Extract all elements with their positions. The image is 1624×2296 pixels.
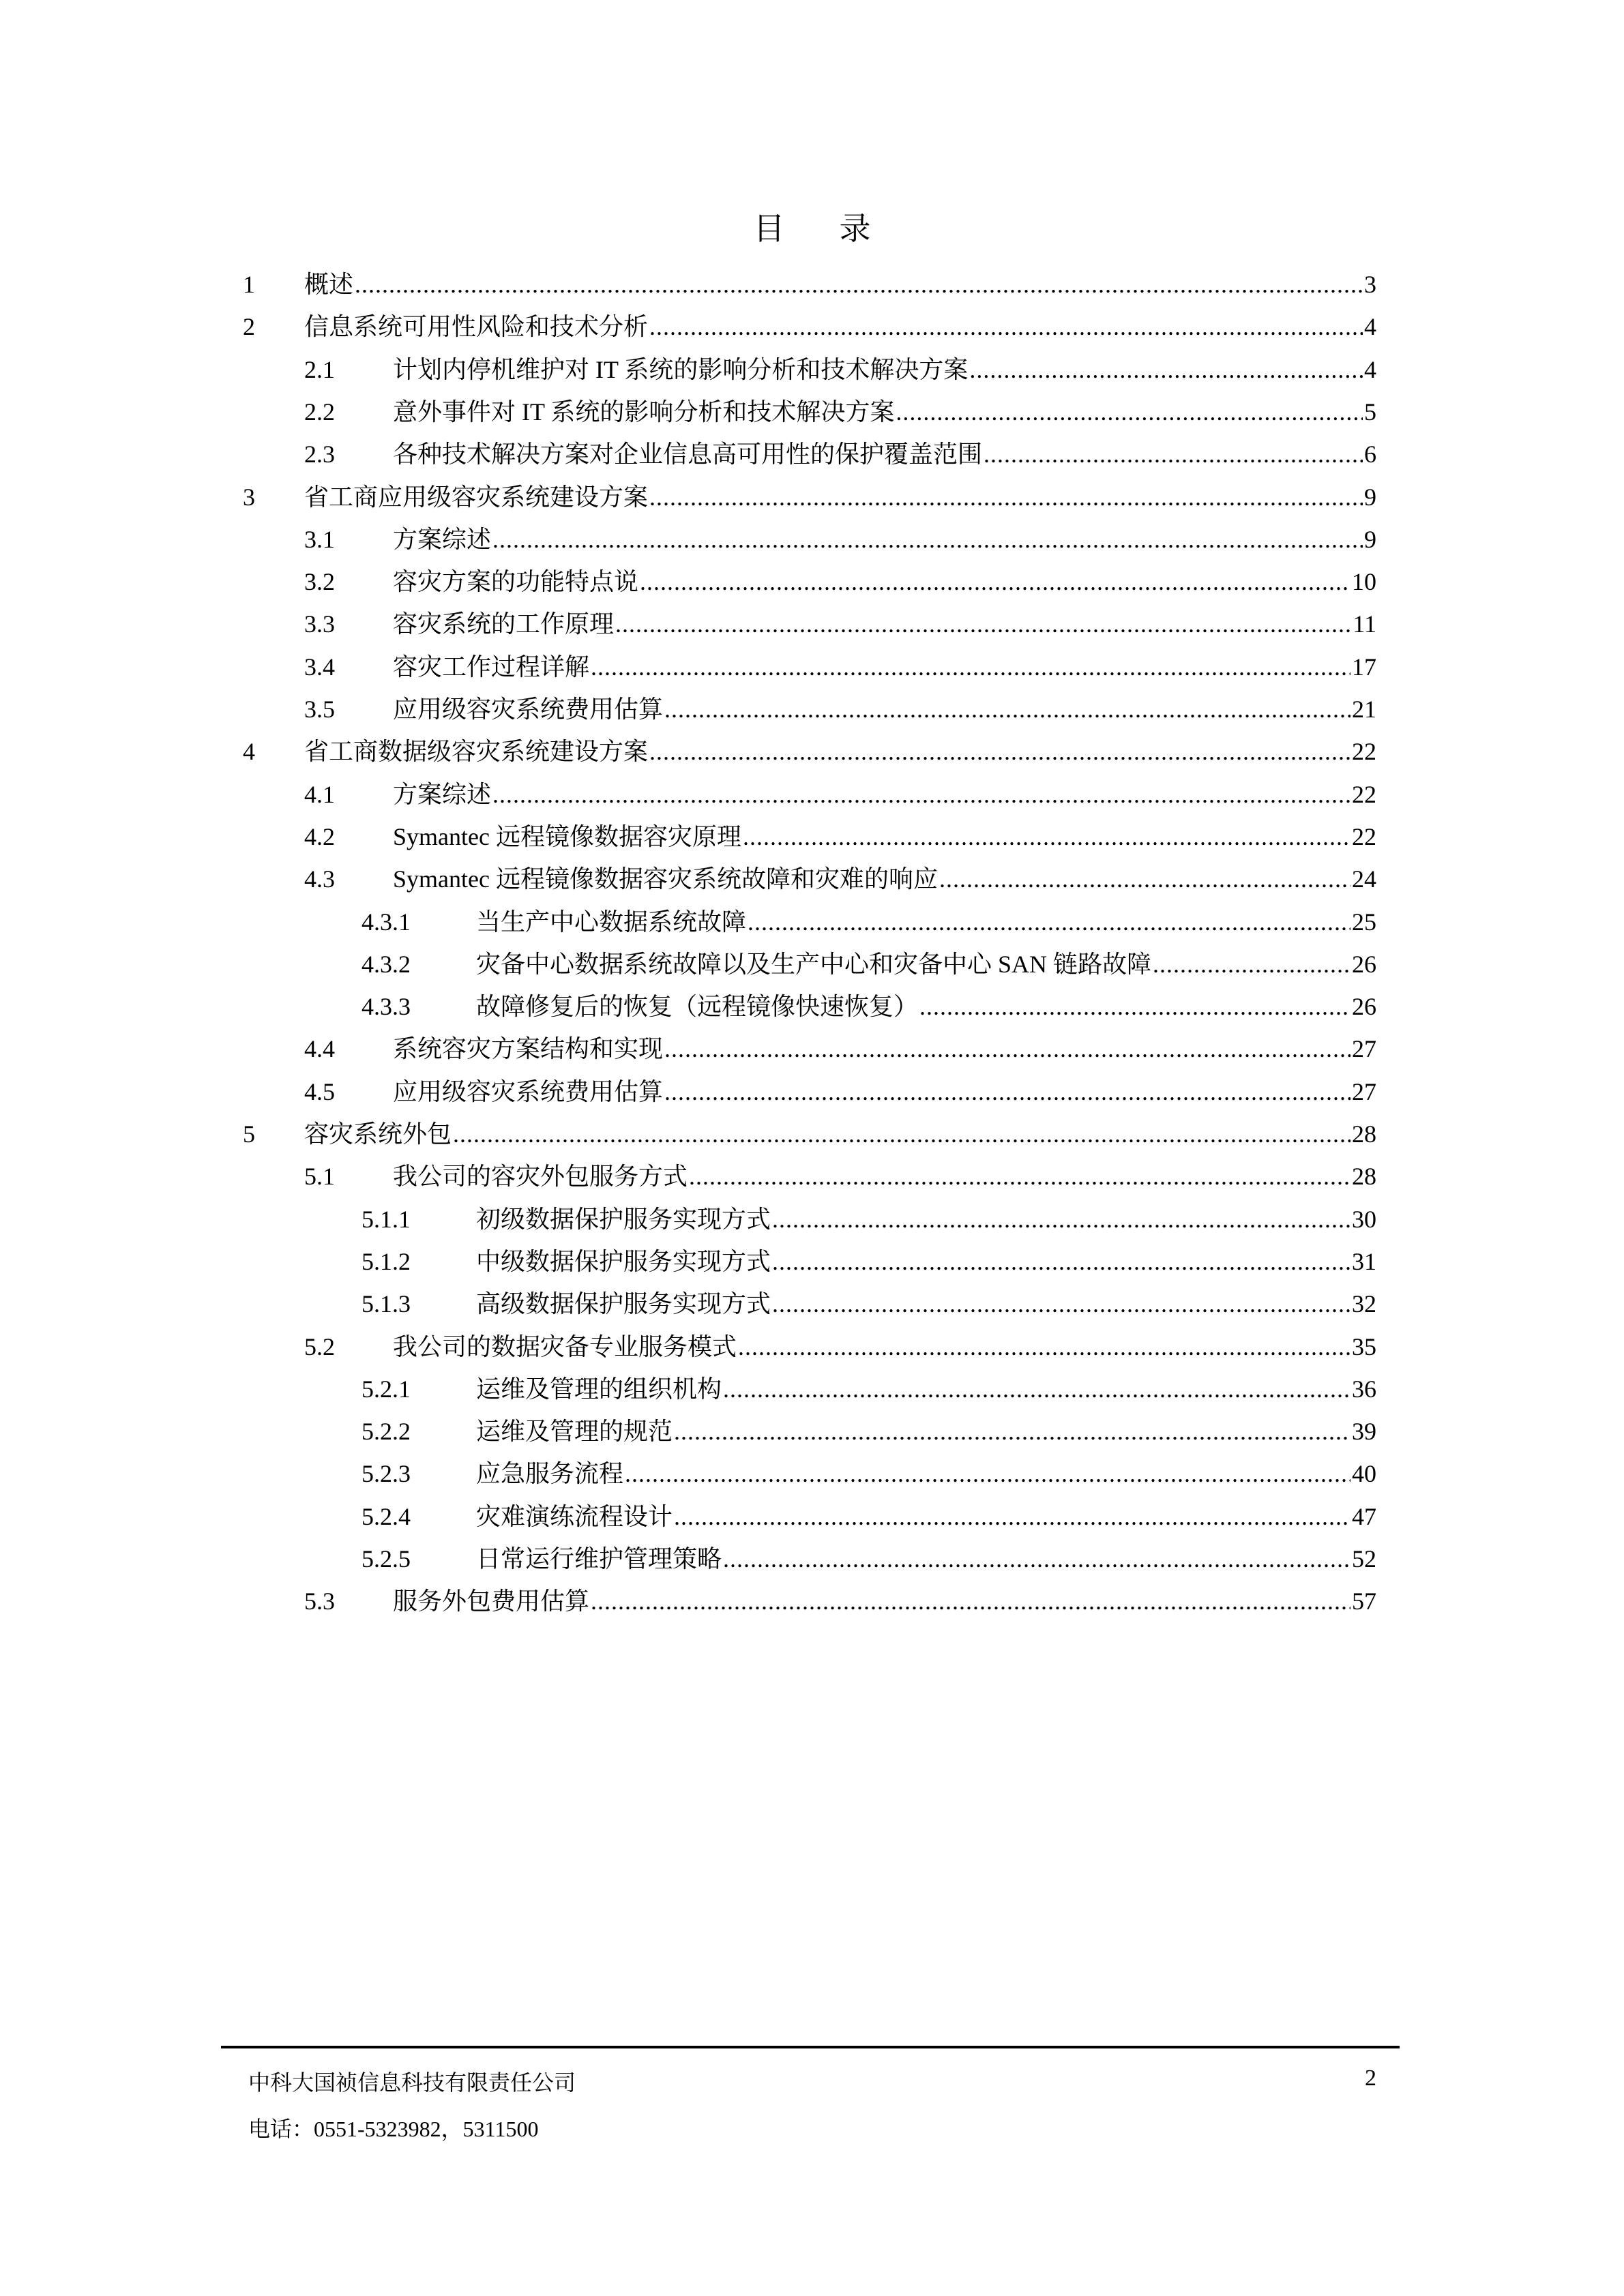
toc-entry-title[interactable]: 容灾方案的功能特点说 xyxy=(393,568,639,596)
dot-leader xyxy=(772,1244,1350,1279)
dot-leader xyxy=(738,1330,1350,1364)
toc-entry-number: 4.1 xyxy=(304,780,335,808)
dot-leader xyxy=(355,267,1363,301)
toc-entry-line xyxy=(393,437,1376,471)
toc-entry-line xyxy=(476,1372,1376,1406)
toc-entry-number: 4.3.2 xyxy=(361,950,411,978)
toc-entry[interactable] xyxy=(0,1500,1624,1542)
toc-entry[interactable] xyxy=(0,522,1624,565)
toc-entry-page[interactable]: 36 xyxy=(1352,1375,1376,1403)
toc-entry-number: 4.3.1 xyxy=(361,908,411,936)
toc-entry-page[interactable]: 6 xyxy=(1364,441,1376,468)
toc-entry-page[interactable]: 5 xyxy=(1364,398,1376,426)
dot-leader xyxy=(984,437,1363,471)
toc-entry-line xyxy=(304,1117,1376,1151)
toc-entry-title[interactable]: 各种技术解决方案对企业信息高可用性的保护覆盖范围 xyxy=(393,441,983,468)
dot-leader xyxy=(674,1500,1350,1534)
toc-entry-page[interactable]: 3 xyxy=(1364,271,1376,298)
toc-entry-number: 4.4 xyxy=(304,1035,335,1063)
dot-leader xyxy=(723,1542,1350,1576)
toc-entry-page[interactable]: 22 xyxy=(1352,738,1376,766)
toc-entry-line xyxy=(476,1244,1376,1279)
toc-entry[interactable] xyxy=(0,862,1624,904)
toc-entry-title[interactable]: 中级数据保护服务实现方式 xyxy=(476,1247,771,1275)
dot-leader xyxy=(664,1032,1350,1066)
toc-entry-title[interactable]: 运维及管理的规范 xyxy=(476,1418,673,1446)
toc-entry-line xyxy=(304,480,1376,514)
dot-leader xyxy=(664,1075,1350,1109)
dot-leader xyxy=(743,820,1350,854)
toc-entry[interactable] xyxy=(0,1032,1624,1074)
toc-entry-line xyxy=(476,1457,1376,1491)
toc-entry-number: 5.1.3 xyxy=(361,1290,411,1318)
title-char-2: 录 xyxy=(839,211,871,246)
toc-entry-line xyxy=(476,947,1376,981)
toc-entry-title[interactable]: 概述 xyxy=(304,271,354,298)
toc-entry[interactable] xyxy=(0,1414,1624,1457)
toc-entry-page[interactable]: 26 xyxy=(1352,950,1376,978)
title-char-1: 目 xyxy=(753,211,785,246)
toc-entry-page[interactable]: 17 xyxy=(1352,653,1376,681)
toc-entry[interactable] xyxy=(0,437,1624,479)
toc-entry-title[interactable]: 应用级容灾系统费用估算 xyxy=(393,1077,664,1105)
toc-entry-page[interactable]: 4 xyxy=(1364,355,1376,383)
dot-leader xyxy=(625,1457,1350,1491)
dot-leader xyxy=(919,989,1350,1024)
page-title xyxy=(0,209,1624,250)
toc-entry[interactable] xyxy=(0,1075,1624,1117)
toc-entry-page[interactable]: 30 xyxy=(1352,1205,1376,1233)
toc-entry-page[interactable]: 10 xyxy=(1352,568,1376,596)
toc-entry-title[interactable]: 高级数据保护服务实现方式 xyxy=(476,1290,771,1318)
toc-entry[interactable] xyxy=(0,1372,1624,1414)
footer-divider xyxy=(221,2046,1400,2048)
toc-entry-line xyxy=(393,692,1376,726)
toc-entry-number: 2.2 xyxy=(304,398,335,426)
toc-entry-page[interactable]: 35 xyxy=(1352,1332,1376,1360)
dot-leader xyxy=(492,522,1363,556)
dot-leader xyxy=(939,862,1350,896)
toc-entry-page[interactable]: 28 xyxy=(1352,1163,1376,1191)
toc-entry[interactable] xyxy=(0,1287,1624,1329)
toc-entry[interactable] xyxy=(0,395,1624,437)
toc-entry[interactable] xyxy=(0,1457,1624,1499)
toc-entry-title[interactable]: Symantec 远程镜像数据容灾系统故障和灾难的响应 xyxy=(393,865,938,893)
toc-entry-number: 4.2 xyxy=(304,822,335,850)
toc-entry-number: 2 xyxy=(243,313,255,341)
toc-entry-page[interactable]: 24 xyxy=(1352,865,1376,893)
toc-entry-page[interactable]: 9 xyxy=(1364,525,1376,553)
toc-entry-page[interactable]: 27 xyxy=(1352,1077,1376,1105)
dot-leader xyxy=(723,1372,1350,1406)
toc-entry-number: 2.1 xyxy=(304,355,335,383)
toc-entry-line xyxy=(476,1202,1376,1236)
toc-entry-title[interactable]: 当生产中心数据系统故障 xyxy=(476,908,747,936)
toc-entry-number: 5 xyxy=(243,1120,255,1148)
toc-entry-number: 4.3.3 xyxy=(361,993,411,1021)
toc-entry-title[interactable]: 省工商应用级容灾系统建设方案 xyxy=(304,483,649,511)
toc-entry-line xyxy=(476,905,1376,939)
dot-leader xyxy=(896,395,1363,429)
toc-entry-title[interactable]: 计划内停机维护对 IT 系统的影响分析和技术解决方案 xyxy=(393,355,969,383)
toc-entry-line xyxy=(476,1414,1376,1448)
toc-entry-title[interactable]: 灾备中心数据系统故障以及生产中心和灾备中心 SAN 链路故障 xyxy=(476,950,1152,978)
toc-entry-title[interactable]: 容灾工作过程详解 xyxy=(393,653,590,681)
toc-entry[interactable] xyxy=(0,480,1624,522)
toc-entry-line xyxy=(393,1330,1376,1364)
toc-entry[interactable] xyxy=(0,267,1624,310)
toc-entry-line xyxy=(393,522,1376,556)
toc-entry-number: 5.2.1 xyxy=(361,1375,411,1403)
toc-entry-title[interactable]: 意外事件对 IT 系统的影响分析和技术解决方案 xyxy=(393,398,895,426)
toc-entry-line xyxy=(476,989,1376,1024)
toc-entry-line xyxy=(476,1542,1376,1576)
toc-entry-title[interactable]: 初级数据保护服务实现方式 xyxy=(476,1205,771,1233)
toc-entry[interactable] xyxy=(0,1330,1624,1372)
toc-entry-line xyxy=(393,862,1376,896)
toc-entry-line xyxy=(393,1075,1376,1109)
toc-entry-number: 5.1.1 xyxy=(361,1205,411,1233)
toc-entry[interactable] xyxy=(0,1117,1624,1159)
toc-entry-line xyxy=(393,777,1376,811)
toc-entry[interactable] xyxy=(0,1542,1624,1584)
toc-entry-title[interactable]: 灾难演练流程设计 xyxy=(476,1502,673,1530)
toc-entry-title[interactable]: 日常运行维护管理策略 xyxy=(476,1545,722,1572)
toc-entry-title[interactable]: 运维及管理的组织机构 xyxy=(476,1375,722,1403)
toc-entry-title[interactable]: 我公司的容灾外包服务方式 xyxy=(393,1163,688,1191)
toc-entry[interactable] xyxy=(0,565,1624,607)
toc-entry-title[interactable]: 方案综述 xyxy=(393,780,492,808)
toc-entry-number: 4.3 xyxy=(304,865,335,893)
toc-entry-page[interactable]: 57 xyxy=(1352,1587,1376,1615)
dot-leader xyxy=(674,1414,1350,1448)
toc-entry-line xyxy=(393,565,1376,599)
footer-phone: 电话：0551-5323982，5311500 xyxy=(248,2117,539,2141)
toc-entry[interactable] xyxy=(0,650,1624,692)
toc-entry-page[interactable]: 31 xyxy=(1352,1247,1376,1275)
toc-entry[interactable] xyxy=(0,947,1624,989)
toc-entry[interactable] xyxy=(0,353,1624,395)
toc-entry-title[interactable]: 我公司的数据灾备专业服务模式 xyxy=(393,1332,737,1360)
dot-leader xyxy=(649,310,1363,344)
footer-company: 中科大国祯信息科技有限责任公司 xyxy=(248,2070,576,2095)
toc-entry[interactable] xyxy=(0,734,1624,777)
dot-leader xyxy=(664,692,1350,726)
toc-entry-number: 3.1 xyxy=(304,525,335,553)
toc-entry-number: 3.3 xyxy=(304,610,335,638)
toc-entry-page[interactable]: 25 xyxy=(1352,908,1376,936)
toc-entry-page[interactable]: 27 xyxy=(1352,1035,1376,1063)
toc-entry-number: 5.2 xyxy=(304,1332,335,1360)
toc-entry[interactable] xyxy=(0,777,1624,820)
toc-entry-page[interactable]: 22 xyxy=(1352,822,1376,850)
toc-entry-line xyxy=(393,820,1376,854)
toc-entry[interactable] xyxy=(0,1584,1624,1626)
toc-entry-title[interactable]: 应急服务流程 xyxy=(476,1460,624,1488)
toc-entry-page[interactable]: 47 xyxy=(1352,1502,1376,1530)
toc-entry[interactable] xyxy=(0,607,1624,649)
toc-entry-number: 5.2.2 xyxy=(361,1418,411,1446)
toc-entry-title[interactable]: 系统容灾方案结构和实现 xyxy=(393,1035,664,1063)
toc-entry[interactable] xyxy=(0,1244,1624,1287)
toc-entry-page[interactable]: 26 xyxy=(1352,993,1376,1021)
dot-leader xyxy=(689,1159,1350,1193)
toc-entry-title[interactable]: 方案综述 xyxy=(393,525,492,553)
toc-entry-title[interactable]: 信息系统可用性风险和技术分析 xyxy=(304,313,649,341)
toc-entry-line xyxy=(393,1159,1376,1193)
toc-entry-page[interactable]: 21 xyxy=(1352,696,1376,723)
toc-entry-title[interactable]: Symantec 远程镜像数据容灾原理 xyxy=(393,822,741,850)
toc-entry-title[interactable]: 故障修复后的恢复（远程镜像快速恢复） xyxy=(476,993,919,1021)
toc-entry[interactable] xyxy=(0,989,1624,1032)
toc-entry-page[interactable]: 22 xyxy=(1352,780,1376,808)
dot-leader xyxy=(748,905,1350,939)
toc-entry[interactable] xyxy=(0,820,1624,862)
toc-entry[interactable] xyxy=(0,905,1624,947)
toc-entry[interactable] xyxy=(0,1202,1624,1244)
toc-entry-number: 5.1 xyxy=(304,1163,335,1191)
toc-entry-page[interactable]: 4 xyxy=(1364,313,1376,341)
toc-entry[interactable] xyxy=(0,1159,1624,1202)
toc-entry-number: 5.1.2 xyxy=(361,1247,411,1275)
toc-entry-title[interactable]: 服务外包费用估算 xyxy=(393,1587,590,1615)
toc-entry-page[interactable]: 52 xyxy=(1352,1545,1376,1572)
toc-entry-page[interactable]: 11 xyxy=(1353,610,1376,638)
dot-leader xyxy=(640,565,1350,599)
toc-entry-page[interactable]: 32 xyxy=(1352,1290,1376,1318)
toc-entry-line xyxy=(393,353,1376,387)
toc-entry-number: 5.2.3 xyxy=(361,1460,411,1488)
toc-entry[interactable] xyxy=(0,310,1624,352)
toc-entry-line xyxy=(393,607,1376,641)
toc-entry-line xyxy=(476,1500,1376,1534)
toc-entry-number: 1 xyxy=(243,271,255,298)
toc-entry-number: 3.2 xyxy=(304,568,335,596)
toc-entry-line xyxy=(304,310,1376,344)
toc-entry-page[interactable]: 40 xyxy=(1352,1460,1376,1488)
toc-entry[interactable] xyxy=(0,692,1624,734)
toc-entry-line xyxy=(393,1584,1376,1618)
toc-entry-line xyxy=(476,1287,1376,1321)
toc-entry-number: 5.2.4 xyxy=(361,1502,411,1530)
toc-entry-number: 3.5 xyxy=(304,696,335,723)
dot-leader xyxy=(969,353,1363,387)
dot-leader xyxy=(453,1117,1350,1151)
toc-entry-number: 3.4 xyxy=(304,653,335,681)
toc-entry-number: 5.3 xyxy=(304,1587,335,1615)
toc-entry-number: 2.3 xyxy=(304,441,335,468)
toc-entry-page[interactable]: 39 xyxy=(1352,1418,1376,1446)
toc-entry-title[interactable]: 应用级容灾系统费用估算 xyxy=(393,696,664,723)
toc-entry-number: 3 xyxy=(243,483,255,511)
toc-entry-line xyxy=(304,734,1376,769)
toc-entry-number: 4 xyxy=(243,738,255,766)
toc-entry-number: 5.2.5 xyxy=(361,1545,411,1572)
dot-leader xyxy=(772,1287,1350,1321)
dot-leader xyxy=(591,650,1350,684)
toc-entry-title[interactable]: 容灾系统的工作原理 xyxy=(393,610,615,638)
dot-leader xyxy=(649,734,1350,769)
dot-leader xyxy=(591,1584,1350,1618)
toc-entry-line xyxy=(304,267,1376,301)
toc-entry-number: 4.5 xyxy=(304,1077,335,1105)
dot-leader xyxy=(615,607,1351,641)
page-number: 2 xyxy=(1365,2066,1376,2091)
toc-entry-line xyxy=(393,395,1376,429)
dot-leader xyxy=(649,480,1363,514)
dot-leader xyxy=(772,1202,1350,1236)
toc-entry-title[interactable]: 容灾系统外包 xyxy=(304,1120,452,1148)
toc-entry-line xyxy=(393,1032,1376,1066)
dot-leader xyxy=(1153,947,1350,981)
toc-entry-line xyxy=(393,650,1376,684)
toc-entry-title[interactable]: 省工商数据级容灾系统建设方案 xyxy=(304,738,649,766)
dot-leader xyxy=(492,777,1350,811)
toc-entry-page[interactable]: 9 xyxy=(1364,483,1376,511)
toc-entry-page[interactable]: 28 xyxy=(1352,1120,1376,1148)
